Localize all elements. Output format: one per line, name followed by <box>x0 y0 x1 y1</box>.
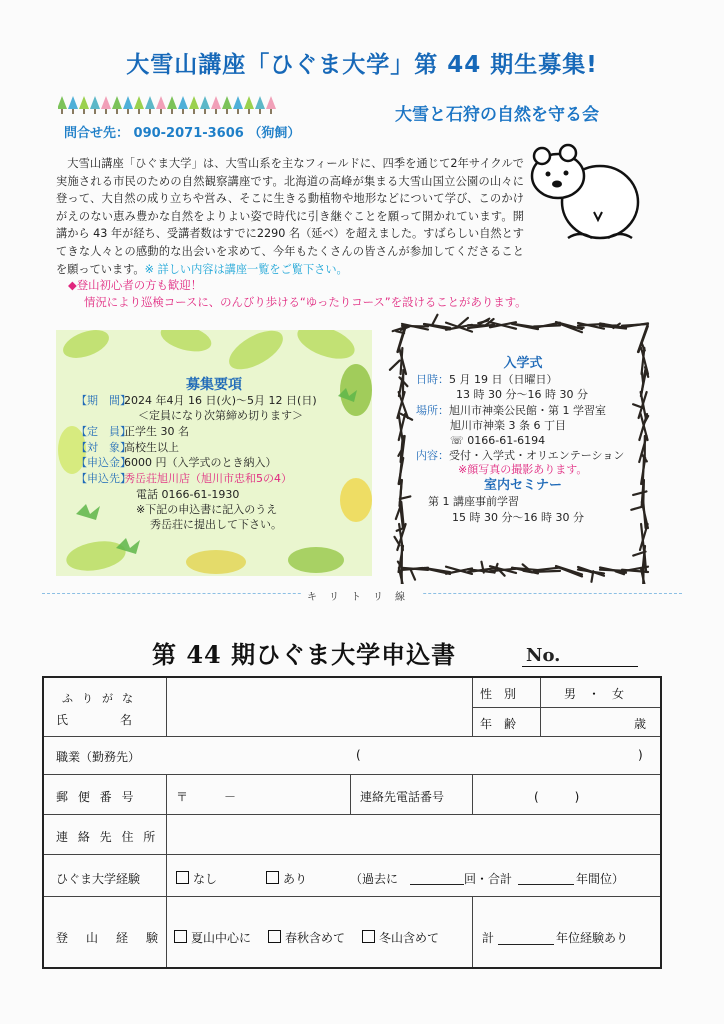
target-value: 高校生以上 <box>124 441 179 454</box>
mt-years-field[interactable] <box>498 944 554 945</box>
bear-illustration <box>528 140 643 245</box>
form-title: 第 44 期ひぐま大学申込書 <box>152 640 457 669</box>
tree-icon <box>112 96 122 109</box>
tree-icon <box>222 96 232 109</box>
ceremony-place <box>416 403 606 418</box>
capacity-value: 正学生 30 名 <box>124 425 189 438</box>
tree-icon <box>68 96 78 109</box>
content-value: 受付・入学式・オリエンテーション <box>449 449 625 462</box>
seminar-time: 15 時 30 分～16 時 30 分 <box>452 511 584 524</box>
page-title: 大雪山講座「ひぐま大学」第 44 期生募集! <box>126 52 598 78</box>
mountain-label: 登 山 経 験 <box>56 931 162 945</box>
tree-icon <box>178 96 188 109</box>
tree-icon <box>101 96 111 109</box>
ceremony-tel: ☏ 0166-61-6194 <box>450 434 546 447</box>
age-unit: 歳 <box>634 717 647 731</box>
form-number-label: No. <box>526 645 561 666</box>
intro-body: 大雪山講座「ひぐま大学」は、大雪山系を主なフィールドに、四季を通じて2年サイクルで実施される市民のための自然観察講座です。北海道の高峰が集まる大雪山国立公園の山々に登って、大自然の成り立ちや営み、そこに生きる動植物や地形などについて学び、このかけがえのない恵み豊かな自然をよりよい姿で時代に引き継ぐことを願って開かれています。開講から 43 年が経ち、受講者数はすでに2290 名（延べ）を超えました。すばらしい自然とすてきな人々との感動的な出会いを求めて、今年もたくさんの皆さんが参加してくださることを願っています。 <box>56 157 524 276</box>
place-key: 場所： <box>416 404 449 417</box>
fee-key: 【申込金】 <box>76 456 131 469</box>
date-value: 5 月 19 日（日曜日） <box>449 373 558 386</box>
experience-label: ひぐま大学経験 <box>56 872 141 886</box>
exp-past-label: （過去に <box>350 872 399 886</box>
tree-icon <box>233 96 243 109</box>
apply-phone: 電話 0166-61-1930 <box>136 488 240 501</box>
tree-icon <box>134 96 144 109</box>
ceremony-date <box>416 372 558 387</box>
recruitment-box <box>56 330 372 576</box>
capacity-key: 【定 員】 <box>76 425 131 438</box>
tree-icon <box>255 96 265 109</box>
seminar-name: 第 1 講座事前学習 <box>428 495 519 508</box>
address-label: 連 絡 先 住 所 <box>56 830 159 844</box>
fee-row <box>76 455 277 471</box>
mt-spring-checkbox[interactable] <box>268 930 281 943</box>
application-form <box>42 676 662 969</box>
exp-none-checkbox[interactable] <box>176 871 189 884</box>
loose-course-note: 情況により巡検コースに、のんびり歩ける“ゆったりコース”を設けることがあります。 <box>84 295 527 309</box>
furigana-label: ふりがな <box>62 692 142 705</box>
postal-label: 郵 便 番 号 <box>56 790 137 804</box>
tree-icon <box>200 96 210 109</box>
content-key: 内容： <box>416 449 449 462</box>
tree-icon <box>58 96 67 109</box>
target-row <box>76 440 179 456</box>
target-key: 【対 象】 <box>76 441 131 454</box>
period-value: 2024 年4月 16 日(火)～5月 12 日(日) <box>124 394 317 407</box>
ceremony-photo-note: ※顔写真の撮影あります。 <box>458 463 588 476</box>
tree-icon <box>244 96 254 109</box>
mt-years-label: 年位経験あり <box>556 931 629 945</box>
exp-yes-checkbox[interactable] <box>266 871 279 884</box>
apply-key: 【申込先】 <box>76 472 131 485</box>
tree-icon <box>189 96 199 109</box>
apply-note2: 秀岳荘に提出して下さい。 <box>150 518 282 531</box>
exp-years-label: 年間位） <box>576 872 625 886</box>
mt-total-label: 計 <box>482 931 495 945</box>
period-key: 【期 間】 <box>76 394 131 407</box>
postal-field[interactable]: 〒 － <box>176 790 237 804</box>
mt-winter-option[interactable]: 冬山含めて <box>362 929 439 946</box>
tree-icon <box>266 96 276 109</box>
tree-icon <box>90 96 100 109</box>
tree-icon <box>145 96 155 109</box>
capacity-row <box>76 424 189 440</box>
mt-summer-checkbox[interactable] <box>174 930 187 943</box>
tree-icon <box>156 96 166 109</box>
gender-options[interactable]: 男 ・ 女 <box>564 687 625 701</box>
job-paren-open: ( <box>356 748 361 762</box>
apply-note1: ※下記の申込書に記入のうえ <box>136 503 278 516</box>
job-label: 職業（勤務先） <box>56 750 141 764</box>
cut-line-label: キリトリ線 <box>0 588 724 603</box>
seminar-title: 室内セミナー <box>483 478 562 493</box>
tree-row-decoration <box>58 94 280 116</box>
apply-value: 秀岳荘旭川店（旭川市忠和5の4） <box>124 472 292 485</box>
apply-row <box>76 471 292 487</box>
phone-field[interactable]: ( ) <box>534 790 580 804</box>
phone-label: 連絡先電話番号 <box>360 790 445 804</box>
exp-times-label: 回・合計 <box>464 872 513 886</box>
tree-icon <box>123 96 133 109</box>
name-label: 氏 名 <box>56 713 137 727</box>
period-note: ＜定員になり次第締め切ります＞ <box>138 409 303 422</box>
date-key: 日時： <box>416 373 449 386</box>
name-field[interactable] <box>170 680 468 732</box>
exp-times-field[interactable] <box>410 884 464 885</box>
form-number-field[interactable] <box>522 666 638 667</box>
ceremony-time: 13 時 30 分～16 時 30 分 <box>456 388 588 401</box>
contact-info: 問合せ先： 090-2071-3606 （狗飼） <box>64 126 301 141</box>
age-label: 年 齢 <box>480 717 517 731</box>
organization-name: 大雪と石狩の自然を守る会 <box>395 105 599 125</box>
gender-label: 性 別 <box>480 687 517 701</box>
exp-yes-option[interactable]: あり <box>266 870 307 887</box>
place-value: 旭川市神楽公民館・第 1 学習室 <box>449 404 606 417</box>
ceremony-title: 入学式 <box>503 356 543 371</box>
mt-spring-option[interactable]: 春秋含めて <box>268 929 345 946</box>
ceremony-content <box>416 448 624 463</box>
job-paren-close: ) <box>638 748 643 762</box>
exp-years-field[interactable] <box>518 884 574 885</box>
beginner-welcome: ◆登山初心者の方も歓迎！ <box>68 278 203 292</box>
fee-value: 6000 円（入学式のとき納入） <box>124 456 277 469</box>
mt-summer-option[interactable]: 夏山中心に <box>174 929 251 946</box>
intro-note: ※ 詳しい内容は講座一覧をご覧下さい。 <box>144 262 348 276</box>
tree-icon <box>79 96 89 109</box>
exp-none-option[interactable]: なし <box>176 870 217 887</box>
tree-icon <box>167 96 177 109</box>
ceremony-address: 旭川市神楽 3 条 6 丁目 <box>450 419 566 432</box>
intro-paragraph <box>56 155 524 278</box>
mt-winter-checkbox[interactable] <box>362 930 375 943</box>
recruitment-title: 募集要項 <box>186 377 242 393</box>
tree-icon <box>211 96 221 109</box>
period-row <box>76 393 317 409</box>
